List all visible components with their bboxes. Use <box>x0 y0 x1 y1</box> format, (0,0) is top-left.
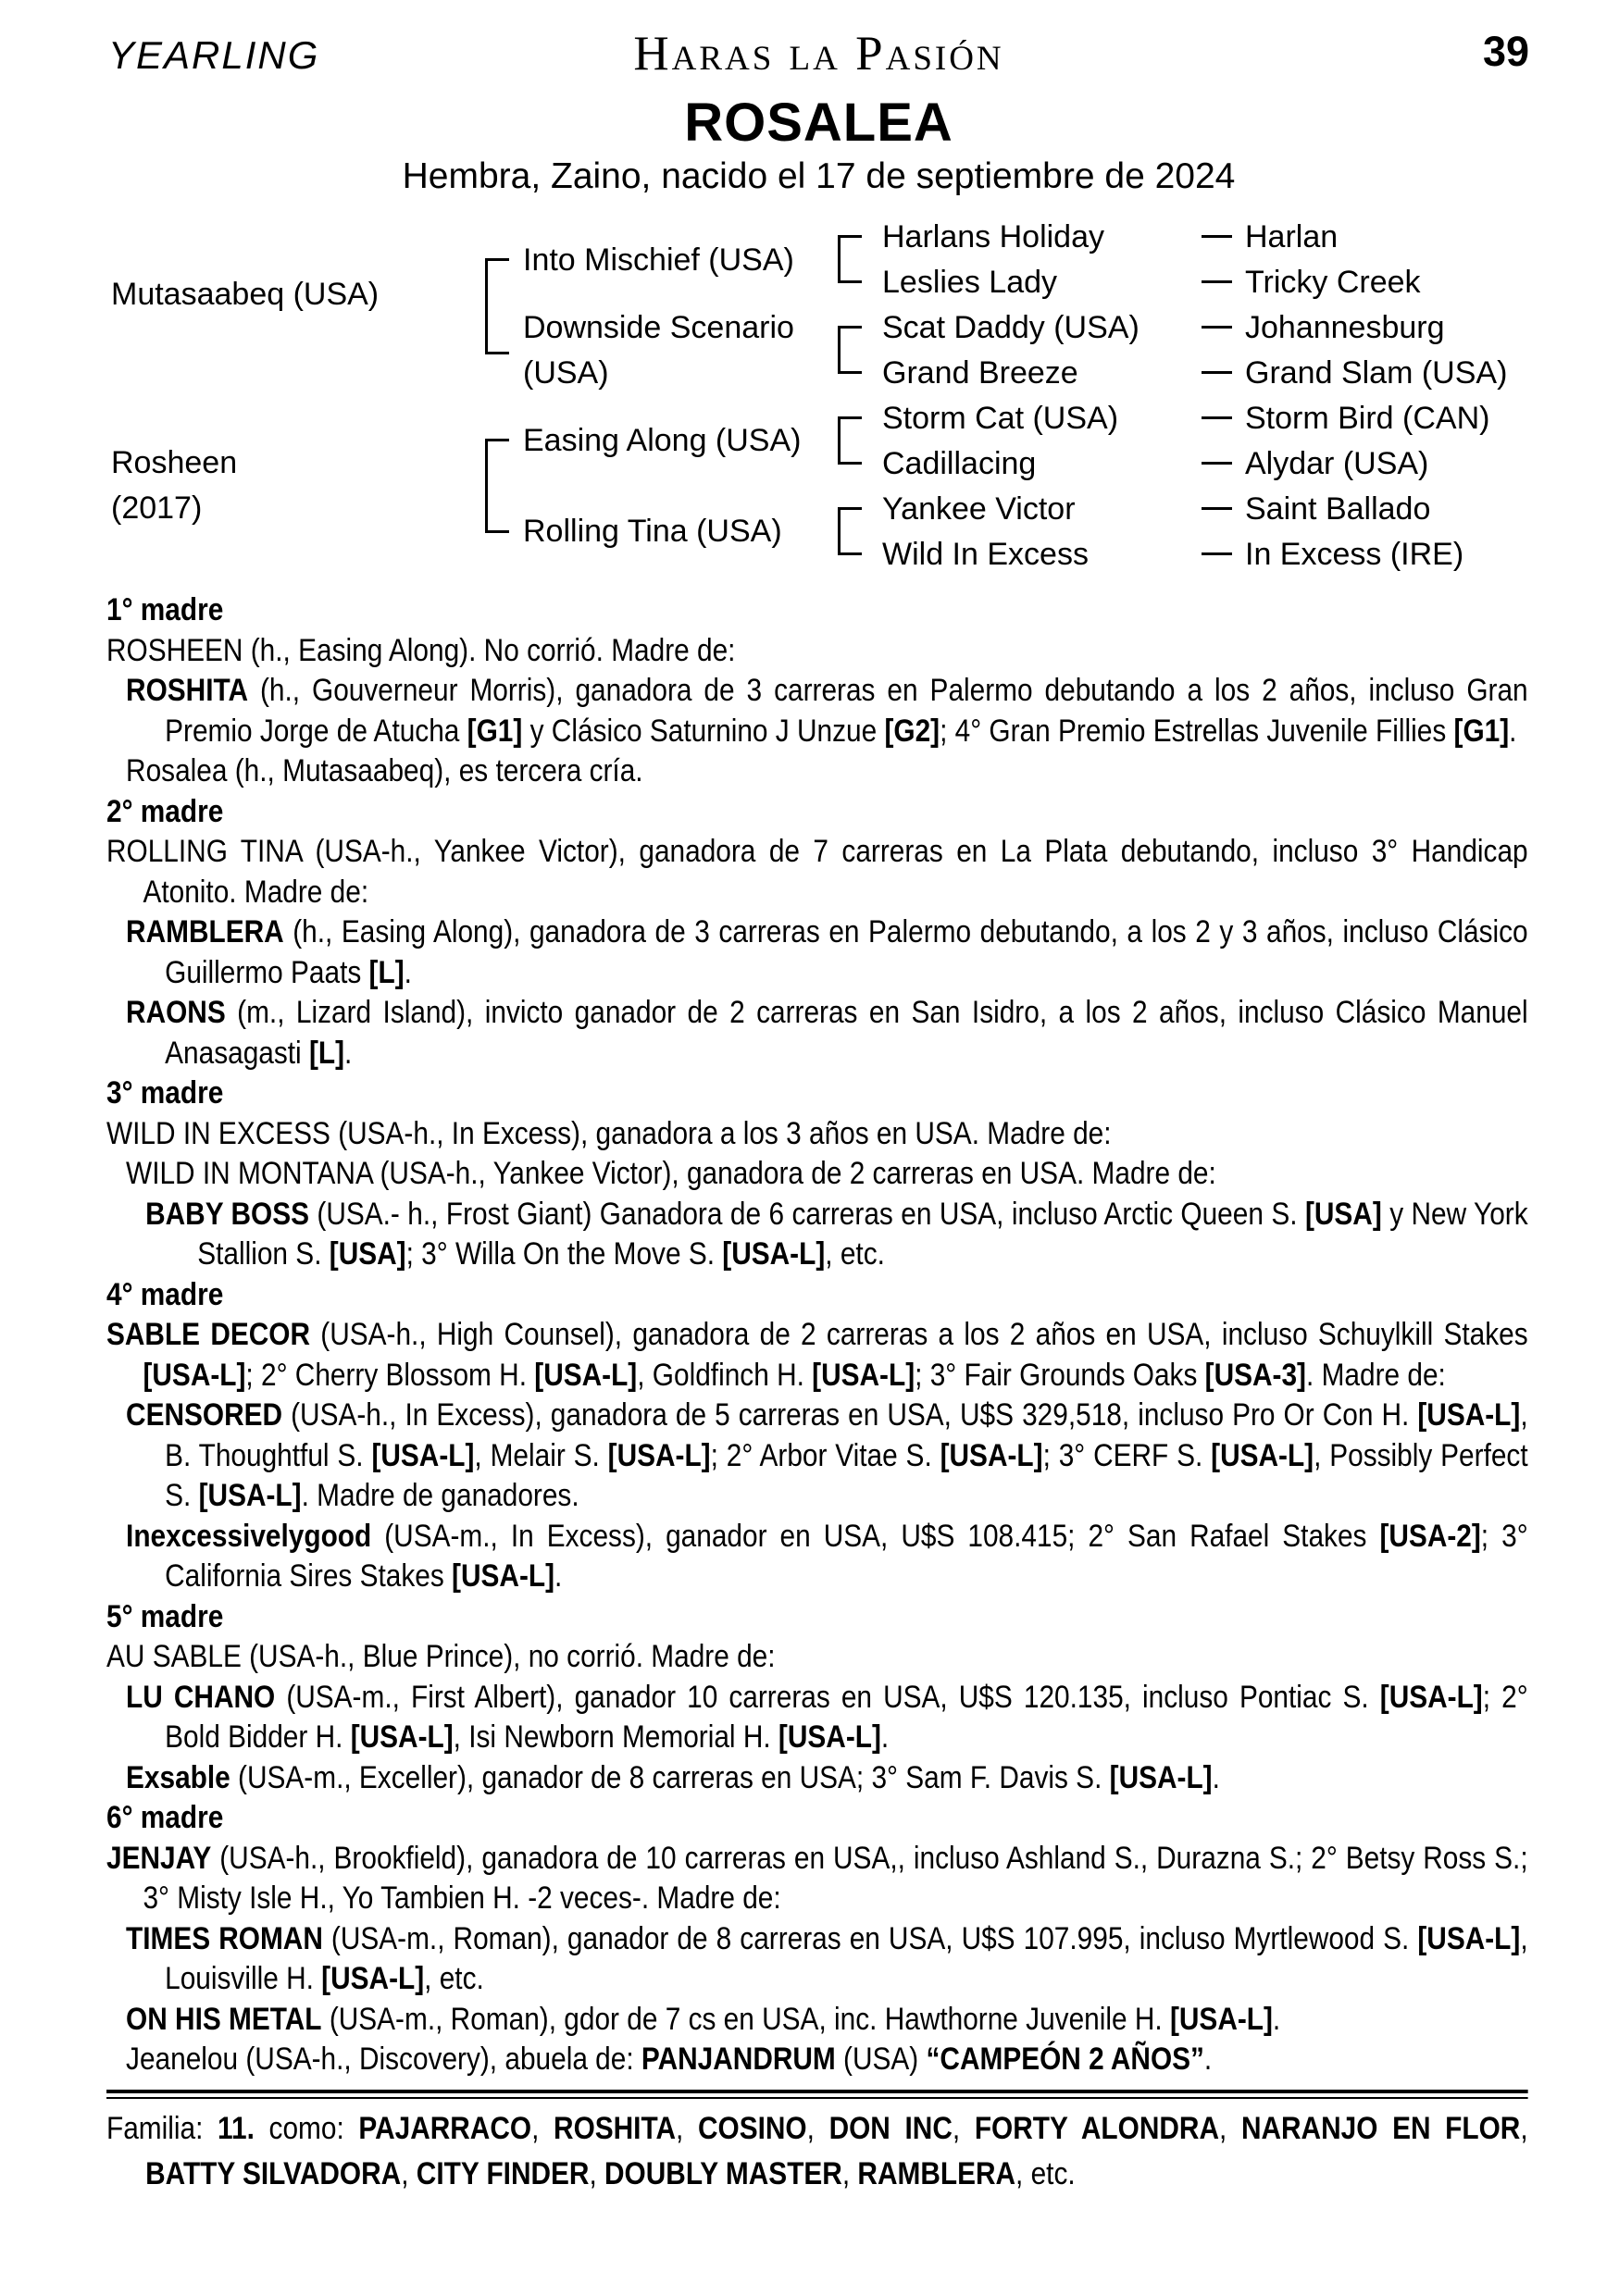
pedigree-dash <box>1202 235 1232 238</box>
text-run: ; 2° Bold Bidder H. <box>165 1679 1528 1755</box>
pedigree-dash <box>1202 416 1232 419</box>
text-run: , <box>531 2110 554 2146</box>
emphasized-text: [G1] <box>467 713 523 749</box>
farm-name: Haras la Pasión <box>633 27 1004 81</box>
pedigree-node: Harlan <box>1245 219 1339 254</box>
horse-birth-details: Hembra, Zaino, nacido el 17 de septiembre de 2024 <box>402 156 1236 196</box>
text-run: WILD IN MONTANA (USA-h., Yankee Victor), ganadora de 2 carreras en USA. Madre de: <box>126 1156 1216 1191</box>
text-run: (USA-m., In Excess), ganador en USA, U$S 108.415; 2° San Rafael Stakes <box>371 1518 1380 1554</box>
text-run: ; 3° California Sires Stakes <box>165 1518 1528 1594</box>
text-run: (m., Lizard Island), invicto ganador de 2 carreras en San Isidro, a los 2 años, incluso Clásico Manuel Anasagasti <box>165 995 1528 1071</box>
emphasized-text: [USA-L] <box>350 1719 454 1755</box>
emphasized-text: PANJANDRUM <box>641 2042 836 2077</box>
emphasized-text: ROSHITA <box>554 2110 677 2146</box>
text-run: (USA-m., Exceller), ganador de 8 carreras en USA; 3° Sam F. Davis S. <box>230 1759 1110 1795</box>
record-paragraph <box>106 1839 1528 1919</box>
text-run: . Madre de: <box>1306 1357 1446 1393</box>
record-paragraph <box>106 832 1528 912</box>
text-run: , <box>1520 2110 1528 2146</box>
emphasized-text: [USA-L] <box>1417 1397 1521 1433</box>
emphasized-text: [G2] <box>884 713 940 749</box>
emphasized-text: BATTY SILVADORA <box>145 2155 402 2191</box>
text-run: , <box>952 2110 975 2146</box>
emphasized-text: [USA-L] <box>452 1558 555 1594</box>
emphasized-text: [USA-3] <box>1204 1357 1307 1393</box>
text-run: (h., Easing Along), ganadora de 3 carreras en Palermo debutando, a los 2 y 3 años, incluso Clásico Guillermo Paats <box>165 914 1528 990</box>
section-heading: 1° madre <box>106 592 224 627</box>
text-run: . <box>404 954 412 990</box>
text-run: (USA-m., Roman), gdor de 7 cs en USA, inc. Hawthorne Juvenile H. <box>321 2001 1170 2037</box>
text-run: . <box>554 1558 563 1594</box>
text-run: ; 3° Willa On the Move S. <box>405 1236 723 1272</box>
pedigree-node: Tricky Creek <box>1245 265 1421 300</box>
emphasized-text: [USA-2] <box>1379 1518 1481 1554</box>
emphasized-text: DON INC <box>828 2110 953 2146</box>
record-paragraph <box>106 1154 1528 1195</box>
record-paragraph <box>106 1919 1528 2000</box>
emphasized-text: Exsable <box>126 1759 230 1795</box>
pedigree-node: In Excess (IRE) <box>1245 537 1464 572</box>
text-run: , Melair S. <box>474 1437 608 1473</box>
text-run: , Possibly Perfect S. <box>165 1437 1528 1513</box>
record-paragraph <box>106 1315 1528 1396</box>
emphasized-text: [USA-L] <box>1211 1437 1314 1473</box>
pedigree-bracket <box>838 326 862 374</box>
emphasized-text: LU CHANO <box>126 1679 276 1715</box>
emphasized-text: ON HIS METAL <box>126 2001 322 2037</box>
emphasized-text: [USA] <box>1304 1196 1382 1232</box>
emphasized-text: [L] <box>368 954 405 990</box>
text-run: AU SABLE (USA-h., Blue Prince), no corrió. Madre de: <box>106 1639 776 1674</box>
text-run: , <box>841 2155 858 2191</box>
section-heading: 4° madre <box>106 1276 224 1312</box>
sections <box>106 590 1528 2080</box>
emphasized-text: [USA-L] <box>371 1437 475 1473</box>
emphasized-text: [L] <box>308 1035 345 1071</box>
pedigree-node: Rolling Tina (USA) <box>523 514 782 549</box>
emphasized-text: ROSHITA <box>126 673 249 708</box>
text-run: . Madre de ganadores. <box>301 1478 579 1513</box>
emphasized-text: [USA-L] <box>534 1357 638 1393</box>
pedigree-dash <box>1202 507 1232 510</box>
text-run: y Clásico Saturnino J Unzue <box>522 713 885 749</box>
emphasized-text: PAJARRACO <box>358 2110 532 2146</box>
text-run: como: <box>254 2110 359 2146</box>
text-run: , <box>589 2155 605 2191</box>
emphasized-text: CITY FINDER <box>416 2155 590 2191</box>
pedigree-bracket <box>485 439 509 533</box>
pedigree-node: Johannesburg <box>1245 310 1445 345</box>
record-paragraph <box>106 1678 1528 1758</box>
text-run: ; 3° Fair Grounds Oaks <box>915 1357 1205 1393</box>
record-paragraph <box>106 993 1528 1074</box>
text-run: (USA-h., In Excess), ganadora de 5 carreras en USA, U$S 329,518, incluso Pro Or Con H. <box>282 1397 1418 1433</box>
text-run: Jeanelou (USA-h., Discovery), abuela de: <box>126 2042 641 2077</box>
text-run: , etc. <box>1015 2155 1076 2191</box>
pedigree-node: Grand Slam (USA) <box>1245 355 1508 391</box>
text-run: (USA-h., High Counsel), ganadora de 2 carreras a los 2 años en USA, incluso Schuylkill Stakes <box>310 1317 1528 1352</box>
emphasized-text: “CAMPEÓN 2 AÑOS” <box>926 2042 1204 2077</box>
emphasized-text: NARANJO EN FLOR <box>1240 2110 1521 2146</box>
pedigree-node: Easing Along (USA) <box>523 423 802 458</box>
text-run: ROLLING TINA (USA-h., Yankee Victor), ganadora de 7 carreras en La Plata debutando, incluso 3° Handicap Atonito. Madre de: <box>106 834 1528 910</box>
pedigree-bracket <box>838 416 862 465</box>
emphasized-text: RAONS <box>126 995 226 1030</box>
record-paragraph <box>106 1517 1528 1597</box>
section-heading: 2° madre <box>106 793 224 829</box>
section-heading: 6° madre <box>106 1800 224 1835</box>
pedigree-bracket <box>838 507 862 555</box>
pedigree-dash <box>1202 462 1232 465</box>
text-run: y New York Stallion S. <box>197 1196 1528 1272</box>
page-number: 39 <box>1482 28 1529 75</box>
text-run: . <box>1212 1759 1220 1795</box>
text-run: (USA) <box>835 2042 927 2077</box>
text-run: ; 4° Gran Premio Estrellas Juvenile Fillies <box>940 713 1454 749</box>
emphasized-text: [USA-L] <box>940 1437 1043 1473</box>
emphasized-text: SABLE DECOR <box>106 1317 311 1352</box>
text-run: , Isi Newborn Memorial H. <box>453 1719 778 1755</box>
pedigree-node: Harlans Holiday <box>882 219 1104 254</box>
text-run: , B. Thoughtful S. <box>165 1397 1528 1473</box>
text-run: ROSHEEN (h., Easing Along). No corrió. Madre de: <box>106 632 736 668</box>
pedigree-node: Storm Bird (CAN) <box>1245 401 1490 436</box>
text-run: . <box>1509 713 1517 749</box>
emphasized-text: CENSORED <box>126 1397 283 1433</box>
text-run: , etc. <box>424 1961 484 1996</box>
emphasized-text: [USA-L] <box>607 1437 711 1473</box>
emphasized-text: COSINO <box>697 2110 807 2146</box>
section-heading: 5° madre <box>106 1598 224 1634</box>
emphasized-text: [USA-L] <box>321 1961 425 1996</box>
text-run: (USA-m., First Albert), ganador 10 carreras en USA, U$S 120.135, incluso Pontiac S. <box>275 1679 1380 1715</box>
text-run: WILD IN EXCESS (USA-h., In Excess), ganadora a los 3 años en USA. Madre de: <box>106 1115 1112 1151</box>
emphasized-text: [USA-L] <box>778 1719 881 1755</box>
text-run: (h., Gouverneur Morris), ganadora de 3 carreras en Palermo debutando a los 2 años, incluso Gran Premio Jorge de Atucha <box>165 673 1528 749</box>
pedigree-dash <box>1202 552 1232 555</box>
record-paragraph <box>106 2040 1528 2080</box>
pedigree-node: Wild In Excess <box>882 537 1089 572</box>
pedigree-node: Storm Cat (USA) <box>882 401 1119 436</box>
text-run: Rosalea (h., Mutasaabeq), es tercera cría. <box>126 753 643 788</box>
text-run: , <box>676 2110 698 2146</box>
family-line <box>106 2106 1528 2197</box>
emphasized-text: FORTY ALONDRA <box>974 2110 1219 2146</box>
pedigree-dam: Rosheen (2017) <box>111 445 238 526</box>
emphasized-text: [USA] <box>329 1236 406 1272</box>
text-run: , <box>401 2155 417 2191</box>
text-run: (USA-h., Brookfield), ganadora de 10 carreras en USA,, incluso Ashland S., Durazna S.; 2° Betsy Ross S.; 3° Misty Isle H., Yo Tambien H. -2 veces-. Madre de: <box>143 1840 1528 1916</box>
pedigree-node: Yankee Victor <box>882 491 1076 527</box>
text-run: , <box>1218 2110 1241 2146</box>
pedigree-tree <box>106 207 1531 579</box>
text-run: , Louisville H. <box>165 1920 1528 1996</box>
text-run: Familia: <box>106 2110 218 2146</box>
emphasized-text: [USA-L] <box>1417 1920 1521 1956</box>
pedigree-node: Downside Scenario (USA) <box>523 310 794 391</box>
section-heading: 3° madre <box>106 1075 224 1111</box>
pedigree-node: Alydar (USA) <box>1245 446 1429 481</box>
record-paragraph <box>106 671 1528 751</box>
emphasized-text: Inexcessivelygood <box>126 1518 372 1554</box>
record-paragraph <box>106 1114 1528 1155</box>
produce-record <box>106 590 1528 2197</box>
family-divider <box>106 2090 1528 2099</box>
pedigree-dash <box>1202 371 1232 374</box>
record-paragraph <box>106 751 1528 792</box>
record-paragraph <box>106 1637 1528 1678</box>
pedigree-node: Leslies Lady <box>882 265 1058 300</box>
emphasized-text: DOUBLY MASTER <box>604 2155 842 2191</box>
pedigree-node: Scat Daddy (USA) <box>882 310 1140 345</box>
pedigree-bracket <box>838 235 862 283</box>
emphasized-text: [USA-L] <box>198 1478 302 1513</box>
horse-name-title: ROSALEA <box>684 93 953 153</box>
record-paragraph <box>106 1396 1528 1517</box>
pedigree-bracket <box>485 258 509 354</box>
record-paragraph <box>106 2000 1528 2041</box>
text-run: , <box>806 2110 829 2146</box>
text-run: , Goldfinch H. <box>637 1357 813 1393</box>
emphasized-text: TIMES ROMAN <box>126 1920 323 1956</box>
emphasized-text: 11. <box>218 2110 255 2146</box>
emphasized-text: [USA-L] <box>1379 1679 1483 1715</box>
text-run: , etc. <box>825 1236 885 1272</box>
text-run: ; 3° CERF S. <box>1042 1437 1212 1473</box>
category-label: YEARLING <box>108 33 320 77</box>
pedigree-sire: Mutasaabeq (USA) <box>111 277 380 312</box>
record-paragraph <box>106 1195 1528 1275</box>
emphasized-text: [USA-L] <box>722 1236 826 1272</box>
emphasized-text: [USA-L] <box>1169 2001 1273 2037</box>
emphasized-text: [USA-L] <box>1109 1759 1213 1795</box>
text-run: . <box>344 1035 353 1071</box>
emphasized-text: JENJAY <box>106 1840 212 1876</box>
emphasized-text: BABY BOSS <box>145 1196 309 1232</box>
record-paragraph <box>106 631 1528 672</box>
text-run: . <box>880 1719 890 1755</box>
pedigree-node: Saint Ballado <box>1245 491 1431 527</box>
emphasized-text: [USA-L] <box>812 1357 915 1393</box>
pedigree-node: Cadillacing <box>882 446 1037 481</box>
record-paragraph <box>106 1758 1528 1799</box>
record-paragraph <box>106 912 1528 993</box>
pedigree-node: Grand Breeze <box>882 355 1078 391</box>
pedigree-dash <box>1202 280 1232 283</box>
emphasized-text: RAMBLERA <box>857 2155 1016 2191</box>
pedigree-node: Into Mischief (USA) <box>523 242 794 278</box>
emphasized-text: RAMBLERA <box>126 914 284 949</box>
text-run: ; 2° Cherry Blossom H. <box>245 1357 535 1393</box>
emphasized-text: [G1] <box>1453 713 1510 749</box>
text-run: (USA.- h., Frost Giant) Ganadora de 6 carreras en USA, incluso Arctic Queen S. <box>308 1196 1305 1232</box>
emphasized-text: [USA-L] <box>143 1357 246 1393</box>
text-run: . <box>1272 2001 1281 2037</box>
text-run: ; 2° Arbor Vitae S. <box>710 1437 940 1473</box>
text-run: . <box>1203 2042 1213 2077</box>
page-header <box>106 26 1531 87</box>
pedigree-dash <box>1202 326 1232 329</box>
text-run: (USA-m., Roman), ganador de 8 carreras en USA, U$S 107.995, incluso Myrtlewood S. <box>322 1920 1418 1956</box>
